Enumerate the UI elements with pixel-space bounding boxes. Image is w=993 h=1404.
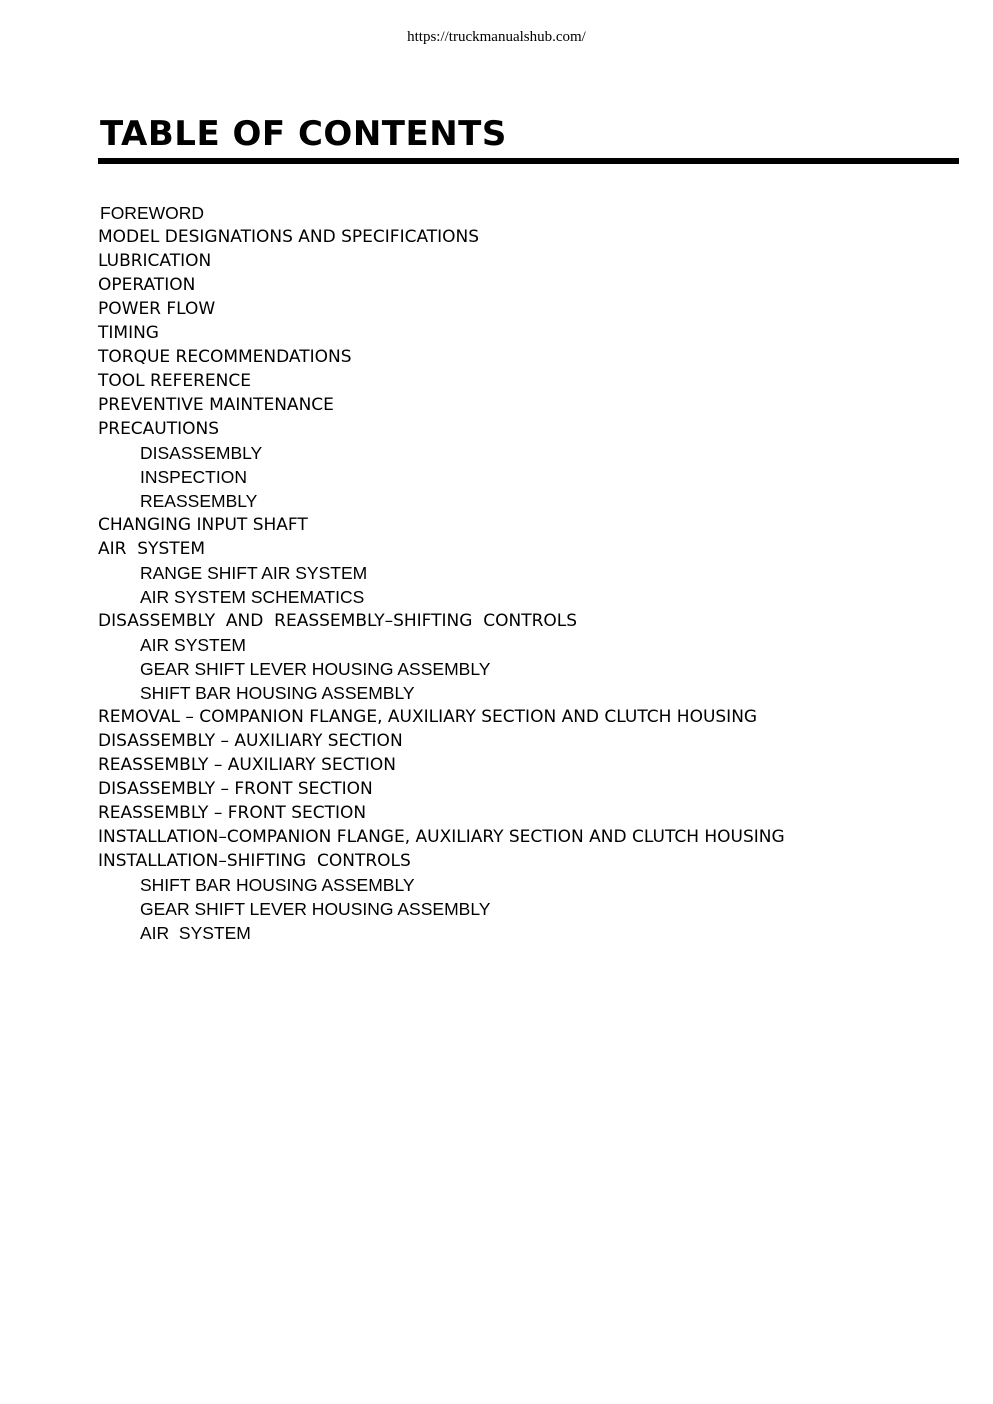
toc-item: REASSEMBLY – FRONT SECTION: [98, 803, 367, 823]
toc-item: POWER FLOW: [98, 299, 216, 319]
toc-item: LUBRICATION: [98, 251, 212, 271]
toc-item: TIMING: [98, 323, 159, 343]
toc-item: DISASSEMBLY – AUXILIARY SECTION: [98, 731, 403, 751]
toc-subitem: SHIFT BAR HOUSING ASSEMBLY: [140, 875, 415, 895]
toc-subitem: DISASSEMBLY: [140, 443, 263, 463]
toc-item: INSTALLATION–COMPANION FLANGE, AUXILIARY SECTION AND CLUTCH HOUSING: [98, 827, 785, 847]
toc-item: PREVENTIVE MAINTENANCE: [98, 395, 334, 415]
toc-item: TOOL REFERENCE: [98, 371, 251, 391]
toc-item: PRECAUTIONS: [98, 419, 220, 439]
toc-item: INSTALLATION–SHIFTING CONTROLS: [98, 851, 411, 871]
toc-subitem: AIR SYSTEM: [140, 635, 246, 655]
title-divider: [98, 158, 959, 164]
page-title: TABLE OF CONTENTS: [100, 114, 507, 154]
toc-subitem: SHIFT BAR HOUSING ASSEMBLY: [140, 683, 415, 703]
toc-item: OPERATION: [98, 275, 196, 295]
toc-item: MODEL DESIGNATIONS AND SPECIFICATIONS: [98, 227, 480, 247]
toc-item: REMOVAL – COMPANION FLANGE, AUXILIARY SECTION AND CLUTCH HOUSING: [98, 707, 758, 727]
toc-item: DISASSEMBLY AND REASSEMBLY–SHIFTING CONTROLS: [98, 611, 578, 631]
toc-item: DISASSEMBLY – FRONT SECTION: [98, 779, 373, 799]
header-url: https://truckmanualshub.com/: [407, 29, 586, 45]
toc-item: AIR SYSTEM: [98, 539, 206, 559]
table-of-contents: [98, 201, 785, 945]
toc-item: REASSEMBLY – AUXILIARY SECTION: [98, 755, 396, 775]
toc-item: TORQUE RECOMMENDATIONS: [98, 347, 352, 367]
toc-subitem: AIR SYSTEM SCHEMATICS: [140, 587, 365, 607]
toc-item: CHANGING INPUT SHAFT: [98, 515, 308, 535]
toc-subitem: REASSEMBLY: [140, 491, 258, 511]
toc-subitem: INSPECTION: [140, 467, 247, 487]
toc-subitem: GEAR SHIFT LEVER HOUSING ASSEMBLY: [140, 899, 491, 919]
toc-subitem: AIR SYSTEM: [140, 923, 251, 943]
toc-subitem: GEAR SHIFT LEVER HOUSING ASSEMBLY: [140, 659, 491, 679]
toc-subitem: RANGE SHIFT AIR SYSTEM: [140, 563, 368, 583]
toc-item: FOREWORD: [100, 203, 205, 223]
